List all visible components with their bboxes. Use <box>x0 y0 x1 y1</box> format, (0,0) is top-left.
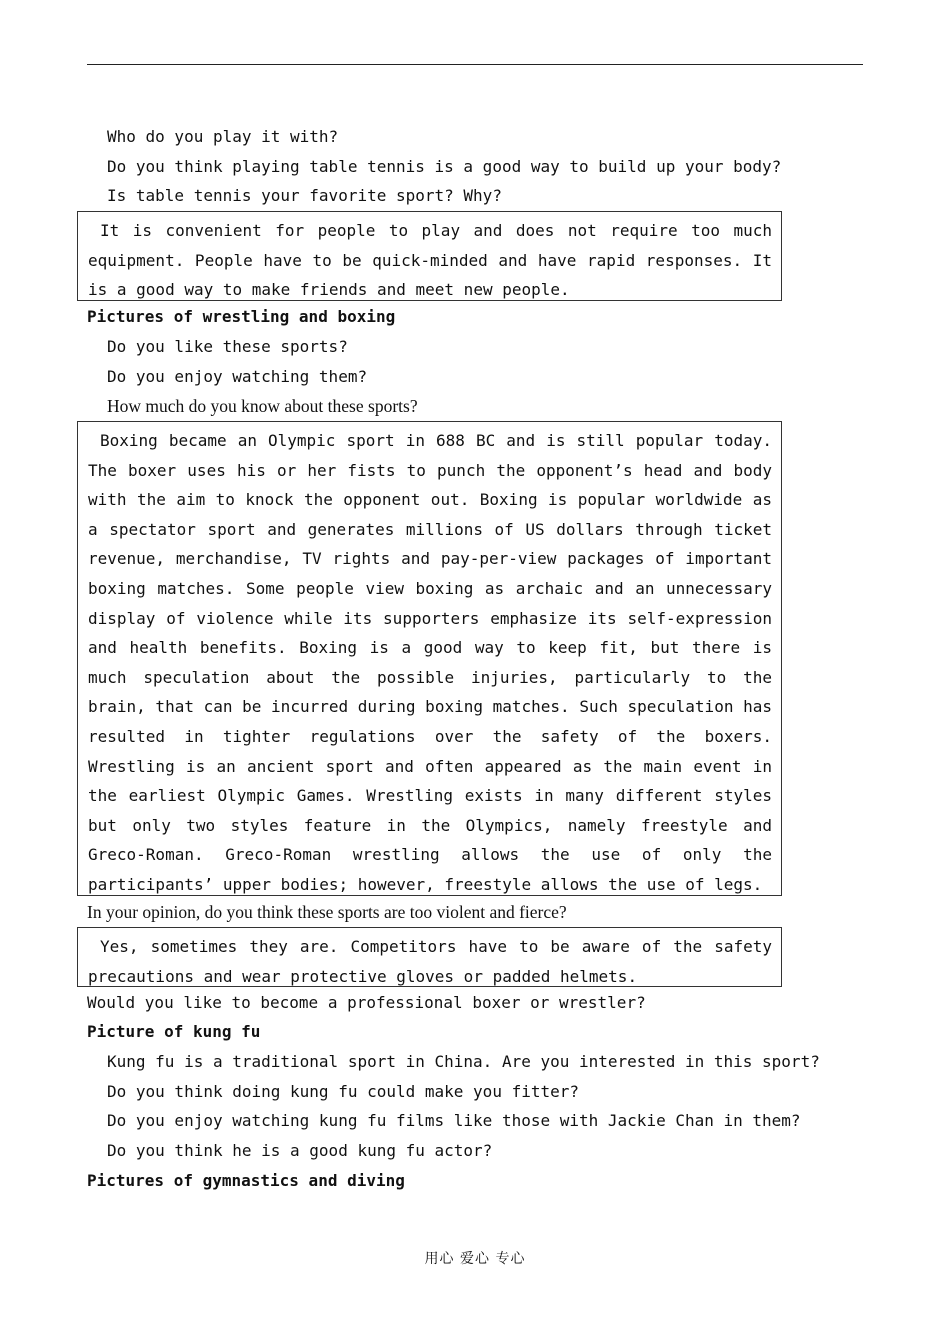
section-heading: Picture of kung fu <box>87 1022 261 1041</box>
header-rule <box>87 64 863 65</box>
page-footer: 用心 爱心 专心 <box>424 1251 526 1267</box>
answer-box-violent <box>77 927 782 987</box>
answer-text: Yes, sometimes they are. Competitors have to be aware of the safety precautions and wear protective gloves or padded helmets. <box>88 937 772 986</box>
question-line: Do you think playing table tennis is a good way to build up your body? <box>107 157 782 176</box>
question-line: How much do you know about these sports? <box>107 396 418 416</box>
question-line: In your opinion, do you think these sports are too violent and fierce? <box>87 902 567 922</box>
question-line: Do you enjoy watching kung fu films like those with Jackie Chan in them? <box>107 1111 801 1130</box>
passage-text: Boxing became an Olympic sport in 688 BC and is still popular today. The boxer uses his or her fists to punch the opponent’s head and body with the aim to knock the opponent out. Boxing is popular worldwide as a spectator sport and generates millions of US dollars through ticket revenue, merchandise, TV rights and pay-per-view packages of important boxing matches. Some people view boxing as archaic and an unnecessary display of violence while its supporters emphasize its self-expression and health benefits. Boxing is a good way to keep fit, but there is much speculation about the possible injuries, particularly to the brain, that can be incurred during boxing matches. Such speculation has resulted in tighter regulations over the safety of the boxers. Wrestling is an ancient sport and often appeared as the main event in the earliest Olympic Games. Wrestling exists in many different styles but only two styles feature in the Olympics, namely freestyle and Greco-Roman. Greco-Roman wrestling allows the use of only the participants’ upper bodies; however, freestyle allows the use of legs. <box>88 431 772 894</box>
question-line: Who do you play it with? <box>107 127 339 146</box>
section-heading: Pictures of gymnastics and diving <box>87 1171 405 1190</box>
answer-text: It is convenient for people to play and does not require too much equipment. People have to be quick-minded and have rapid responses. It is a good way to make friends and meet new people. <box>88 221 772 300</box>
question-line: Do you like these sports? <box>107 337 348 356</box>
passage-box-boxing-wrestling <box>77 421 782 896</box>
question-line: Would you like to become a professional boxer or wrestler? <box>87 993 646 1012</box>
question-line: Do you think he is a good kung fu actor? <box>107 1141 493 1160</box>
answer-box-table-tennis <box>77 211 782 301</box>
section-heading: Pictures of wrestling and boxing <box>87 307 396 326</box>
question-line: Do you enjoy watching them? <box>107 367 368 386</box>
question-line: Do you think doing kung fu could make you fitter? <box>107 1082 580 1101</box>
question-line: Kung fu is a traditional sport in China. Are you interested in this sport? <box>107 1052 820 1071</box>
question-line: Is table tennis your favorite sport? Why? <box>107 186 502 205</box>
